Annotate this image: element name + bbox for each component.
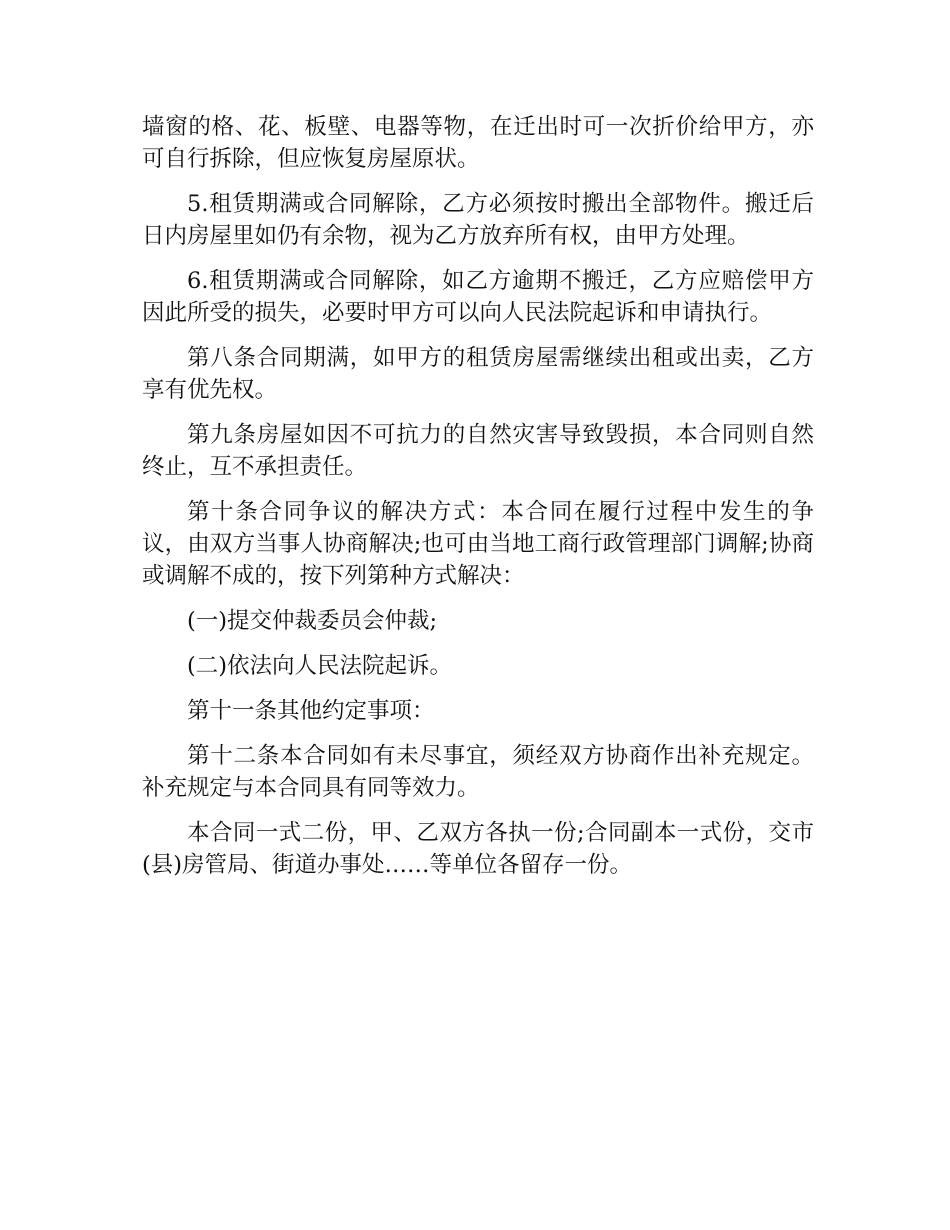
- paragraph-article-9: 第九条房屋如因不可抗力的自然灾害导致毁损，本合同则自然终止，互不承担责任。: [142, 422, 814, 480]
- paragraph-option-2: (二)依法向人民法院起诉。: [187, 653, 453, 679]
- paragraph-item-6: 6.租赁期满或合同解除，如乙方逾期不搬迁，乙方应赔偿甲方因此所受的损失，必要时甲方可以向人民法院起诉和申请执行。: [142, 268, 814, 326]
- paragraph-article-12: 第十二条本合同如有未尽事宜，须经双方协商作出补充规定。补充规定与本合同具有同等效力。: [142, 743, 814, 801]
- document-page: [142, 111, 814, 894]
- paragraph-article-10: 第十条合同争议的解决方式：本合同在履行过程中发生的争议，由双方当事人协商解决;也可由当地工商行政管理部门调解;协商或调解不成的，按下列第种方式解决：: [142, 499, 814, 589]
- paragraph-article-11: 第十一条其他约定事项：: [187, 698, 435, 724]
- paragraph-item-5: 5.租赁期满或合同解除，乙方必须按时搬出全部物件。搬迁后日内房屋里如仍有余物，视为乙方放弃所有权，由甲方处理。: [142, 191, 814, 249]
- paragraph-option-1: (一)提交仲裁委员会仲裁;: [187, 608, 438, 634]
- paragraph-copies: 本合同一式二份，甲、乙双方各执一份;合同副本一式份，交市(县)房管局、街道办事处……等单位各留存一份。: [142, 820, 814, 878]
- paragraph-article-8: 第八条合同期满，如甲方的租赁房屋需继续出租或出卖，乙方享有优先权。: [142, 345, 814, 403]
- paragraph-continuation: 墙窗的格、花、板壁、电器等物，在迁出时可一次折价给甲方，亦可自行拆除，但应恢复房屋原状。: [142, 114, 814, 172]
